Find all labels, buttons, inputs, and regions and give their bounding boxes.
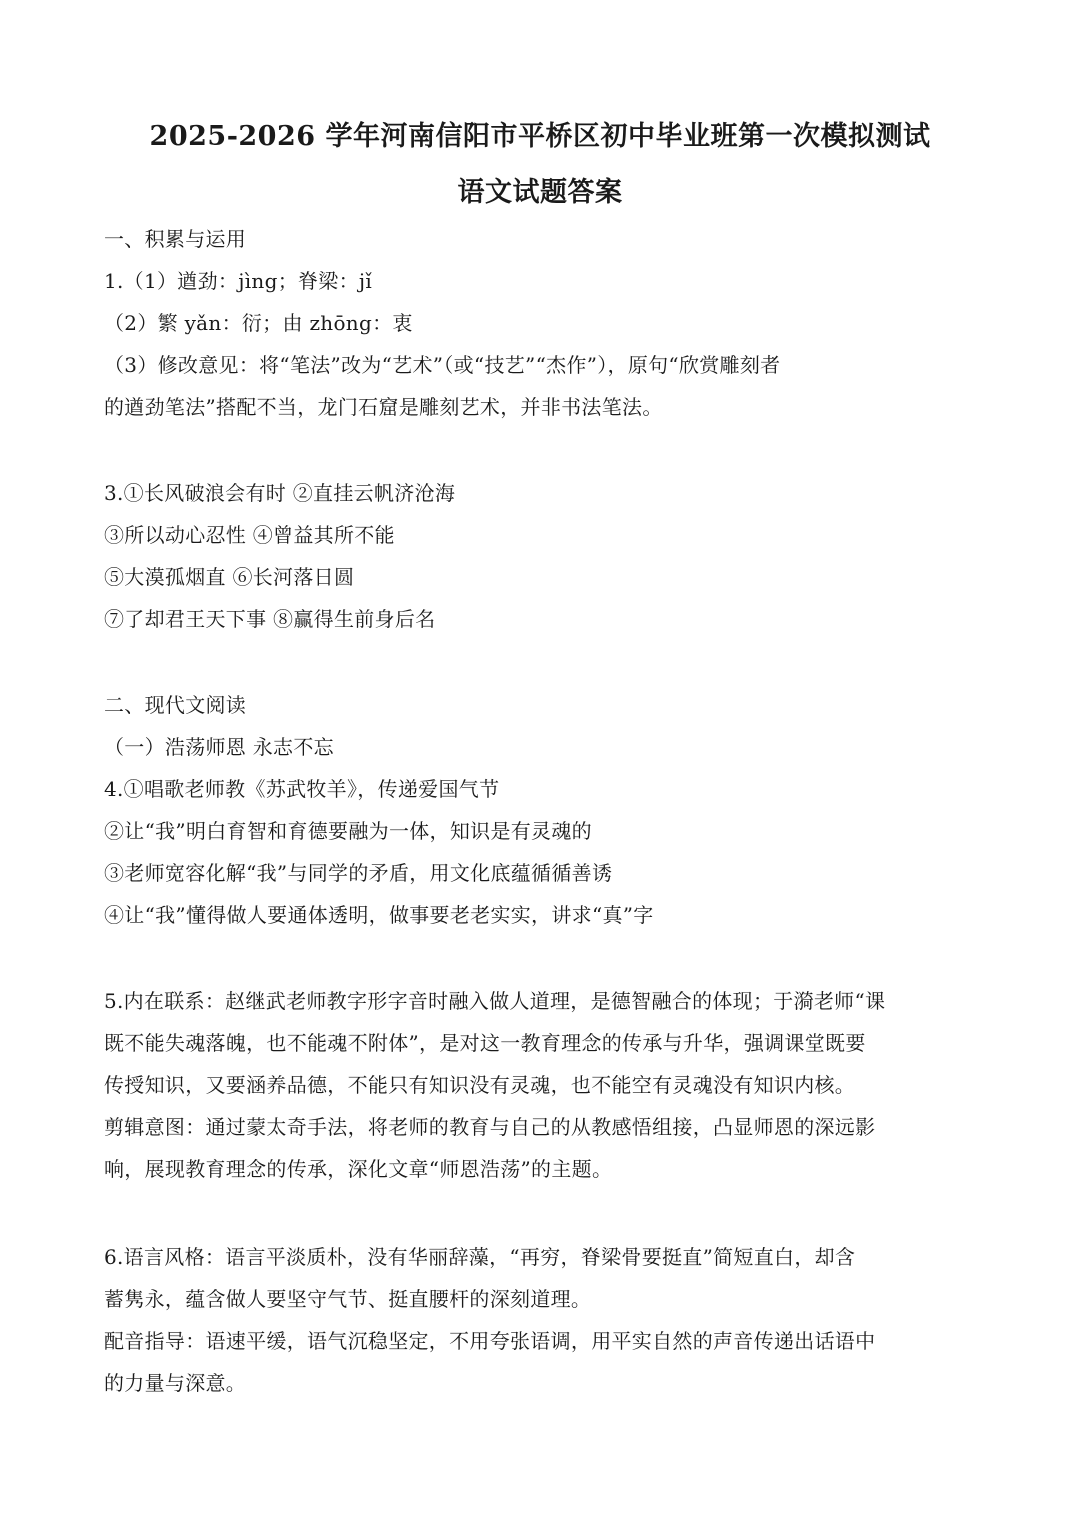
answer-q4-line1: 4.①唱歌老师教《苏武牧羊》，传递爱国气节 <box>104 777 500 801</box>
answer-q1-part2: （2）繁 yǎn：衍；由 zhōng：衷 <box>104 311 413 335</box>
answer-q1-part3-line2: 的遒劲笔法”搭配不当，龙门石窟是雕刻艺术，并非书法笔法。 <box>104 395 663 419</box>
answer-q6-line3: 配音指导：语速平缓，语气沉稳坚定，不用夸张语调，用平实自然的声音传递出话语中 <box>104 1329 876 1353</box>
answer-q3-line3: ⑤大漠孤烟直 ⑥长河落日圆 <box>104 565 355 589</box>
answer-q6-line2: 蓄隽永，蕴含做人要坚守气节、挺直腰杆的深刻道理。 <box>104 1287 592 1311</box>
answer-q6-line1: 6.语言风格：语言平淡质朴，没有华丽辞藻，“再穷，脊梁骨要挺直”简短直白，却含 <box>104 1245 856 1269</box>
answer-q1-part3-line1: （3）修改意见：将“笔法”改为“艺术”（或“技艺”“杰作”），原句“欣赏雕刻者 <box>104 353 781 377</box>
answer-q4-line2: ②让“我”明白育智和育德要融为一体，知识是有灵魂的 <box>104 819 592 843</box>
answer-q5-line5: 响，展现教育理念的传承，深化文章“师恩浩荡”的主题。 <box>104 1157 613 1181</box>
section-heading-accumulation: 一、积累与运用 <box>104 227 247 251</box>
answer-q5-line2: 既不能失魂落魄，也不能魂不附体”，是对这一教育理念的传承与升华，强调课堂既要 <box>104 1031 866 1055</box>
answer-q5-line4: 剪辑意图：通过蒙太奇手法，将老师的教育与自己的从教感悟组接，凸显师恩的深远影 <box>104 1115 876 1139</box>
section-heading-modern-reading: 二、现代文阅读 <box>104 693 247 717</box>
answer-q3-line1: 3.①长风破浪会有时 ②直挂云帆济沧海 <box>104 481 456 505</box>
answer-q4-line4: ④让“我”懂得做人要通体透明，做事要老老实实，讲求“真”字 <box>104 903 654 927</box>
answer-q3-line2: ③所以动心忍性 ④曾益其所不能 <box>104 523 395 547</box>
answer-q6-line4: 的力量与深意。 <box>104 1371 247 1395</box>
answer-q4-line3: ③老师宽容化解“我”与同学的矛盾，用文化底蕴循循善诱 <box>104 861 613 885</box>
document-subtitle: 语文试题答案 <box>457 177 623 208</box>
answer-q5-line1: 5.内在联系：赵继武老师教字形字音时融入做人道理，是德智融合的体现；于漪老师“课 <box>104 989 886 1013</box>
answer-q5-line3: 传授知识，又要涵养品德，不能只有知识没有灵魂，也不能空有灵魂没有知识内核。 <box>104 1073 856 1097</box>
answer-q3-line4: ⑦了却君王天下事 ⑧赢得生前身后名 <box>104 607 436 631</box>
answer-q1-part1: 1.（1）遒劲：jìng；脊梁：jǐ <box>104 269 373 293</box>
subsection-heading-passage1: （一）浩荡师恩 永志不忘 <box>104 735 334 759</box>
document-title: 2025-2026 学年河南信阳市平桥区初中毕业班第一次模拟测试 <box>149 121 931 152</box>
